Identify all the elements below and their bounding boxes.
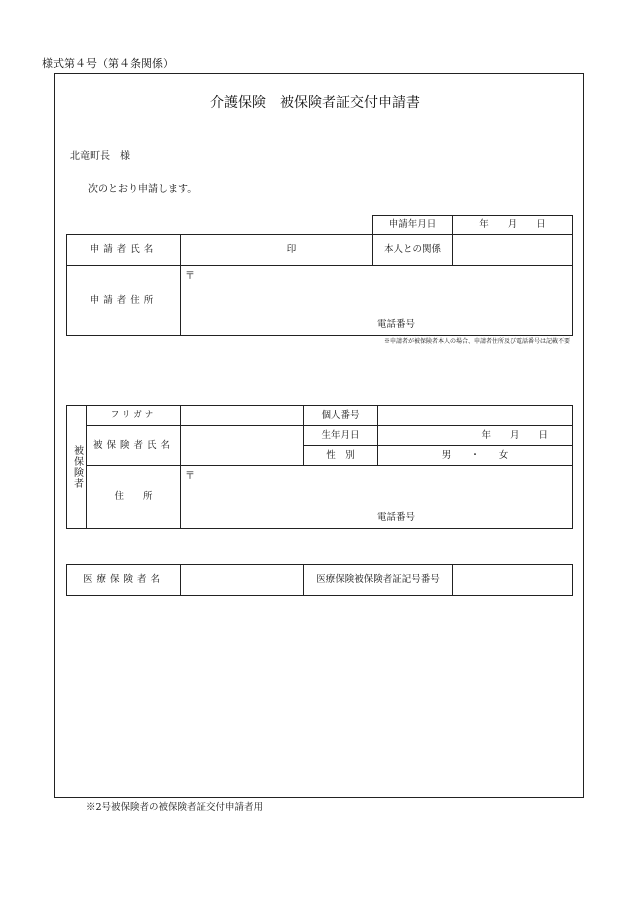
personal-number-field[interactable]: [378, 406, 573, 426]
relation-field[interactable]: [453, 235, 573, 266]
application-date-table: [372, 215, 573, 235]
applicant-address-label: 申請者住所: [67, 266, 181, 336]
applicant-table: [66, 234, 573, 336]
insured-postal-mark: 〒: [185, 471, 195, 482]
page-title: 介護保険 被保険者証交付申請書: [210, 95, 420, 111]
card-number-field[interactable]: [453, 565, 573, 596]
application-date-field[interactable]: [453, 216, 573, 235]
insured-address-label: 住 所: [87, 466, 181, 529]
furigana-field[interactable]: [181, 406, 304, 426]
birth-date-field[interactable]: [378, 426, 573, 446]
medical-insurance-table: [66, 564, 573, 596]
personal-number-label: 個人番号: [304, 406, 378, 426]
furigana-label: フリガナ: [87, 406, 181, 426]
postal-mark: 〒: [185, 271, 195, 282]
footer-note: ※2号被保険者の被保険者証交付申請者用: [86, 802, 264, 813]
application-date-value: 年 月 日: [479, 219, 546, 231]
sex-label: 性 別: [304, 446, 378, 466]
medical-insurer-label: 医療保険者名: [67, 565, 181, 596]
applicant-address-field[interactable]: [181, 266, 573, 336]
insured-section-label: 被保険者: [67, 406, 87, 529]
sex-value: 男 ・ 女: [441, 449, 509, 461]
applicant-name-label: 申請者氏名: [67, 235, 181, 266]
insured-table: [66, 405, 573, 529]
intro-text: 次のとおり申請します。: [88, 184, 198, 195]
relation-label: 本人との関係: [373, 235, 453, 266]
addressee: 北竜町長 様: [70, 151, 130, 162]
insured-phone-label: 電話番号: [377, 511, 416, 523]
applicant-name-field[interactable]: [181, 235, 373, 266]
card-number-label: 医療保険被保険者証記号番号: [304, 565, 453, 596]
insured-name-label: 被保険者氏名: [87, 426, 181, 466]
application-date-label: 申請年月日: [373, 216, 453, 235]
sex-field[interactable]: [378, 446, 573, 466]
applicant-phone-label: 電話番号: [377, 318, 416, 330]
birth-date-value: 年 月 日: [481, 429, 548, 441]
insured-address-field[interactable]: [181, 466, 573, 529]
seal-mark: 印: [286, 244, 297, 256]
applicant-note: ※申請者が被保険者本人の場合、申請者住所及び電話番号は記載不要: [383, 338, 570, 345]
form-number: 様式第４号（第４条関係）: [42, 57, 174, 70]
birth-date-label: 生年月日: [304, 426, 378, 446]
medical-insurer-field[interactable]: [181, 565, 304, 596]
insured-name-field[interactable]: [181, 426, 304, 466]
